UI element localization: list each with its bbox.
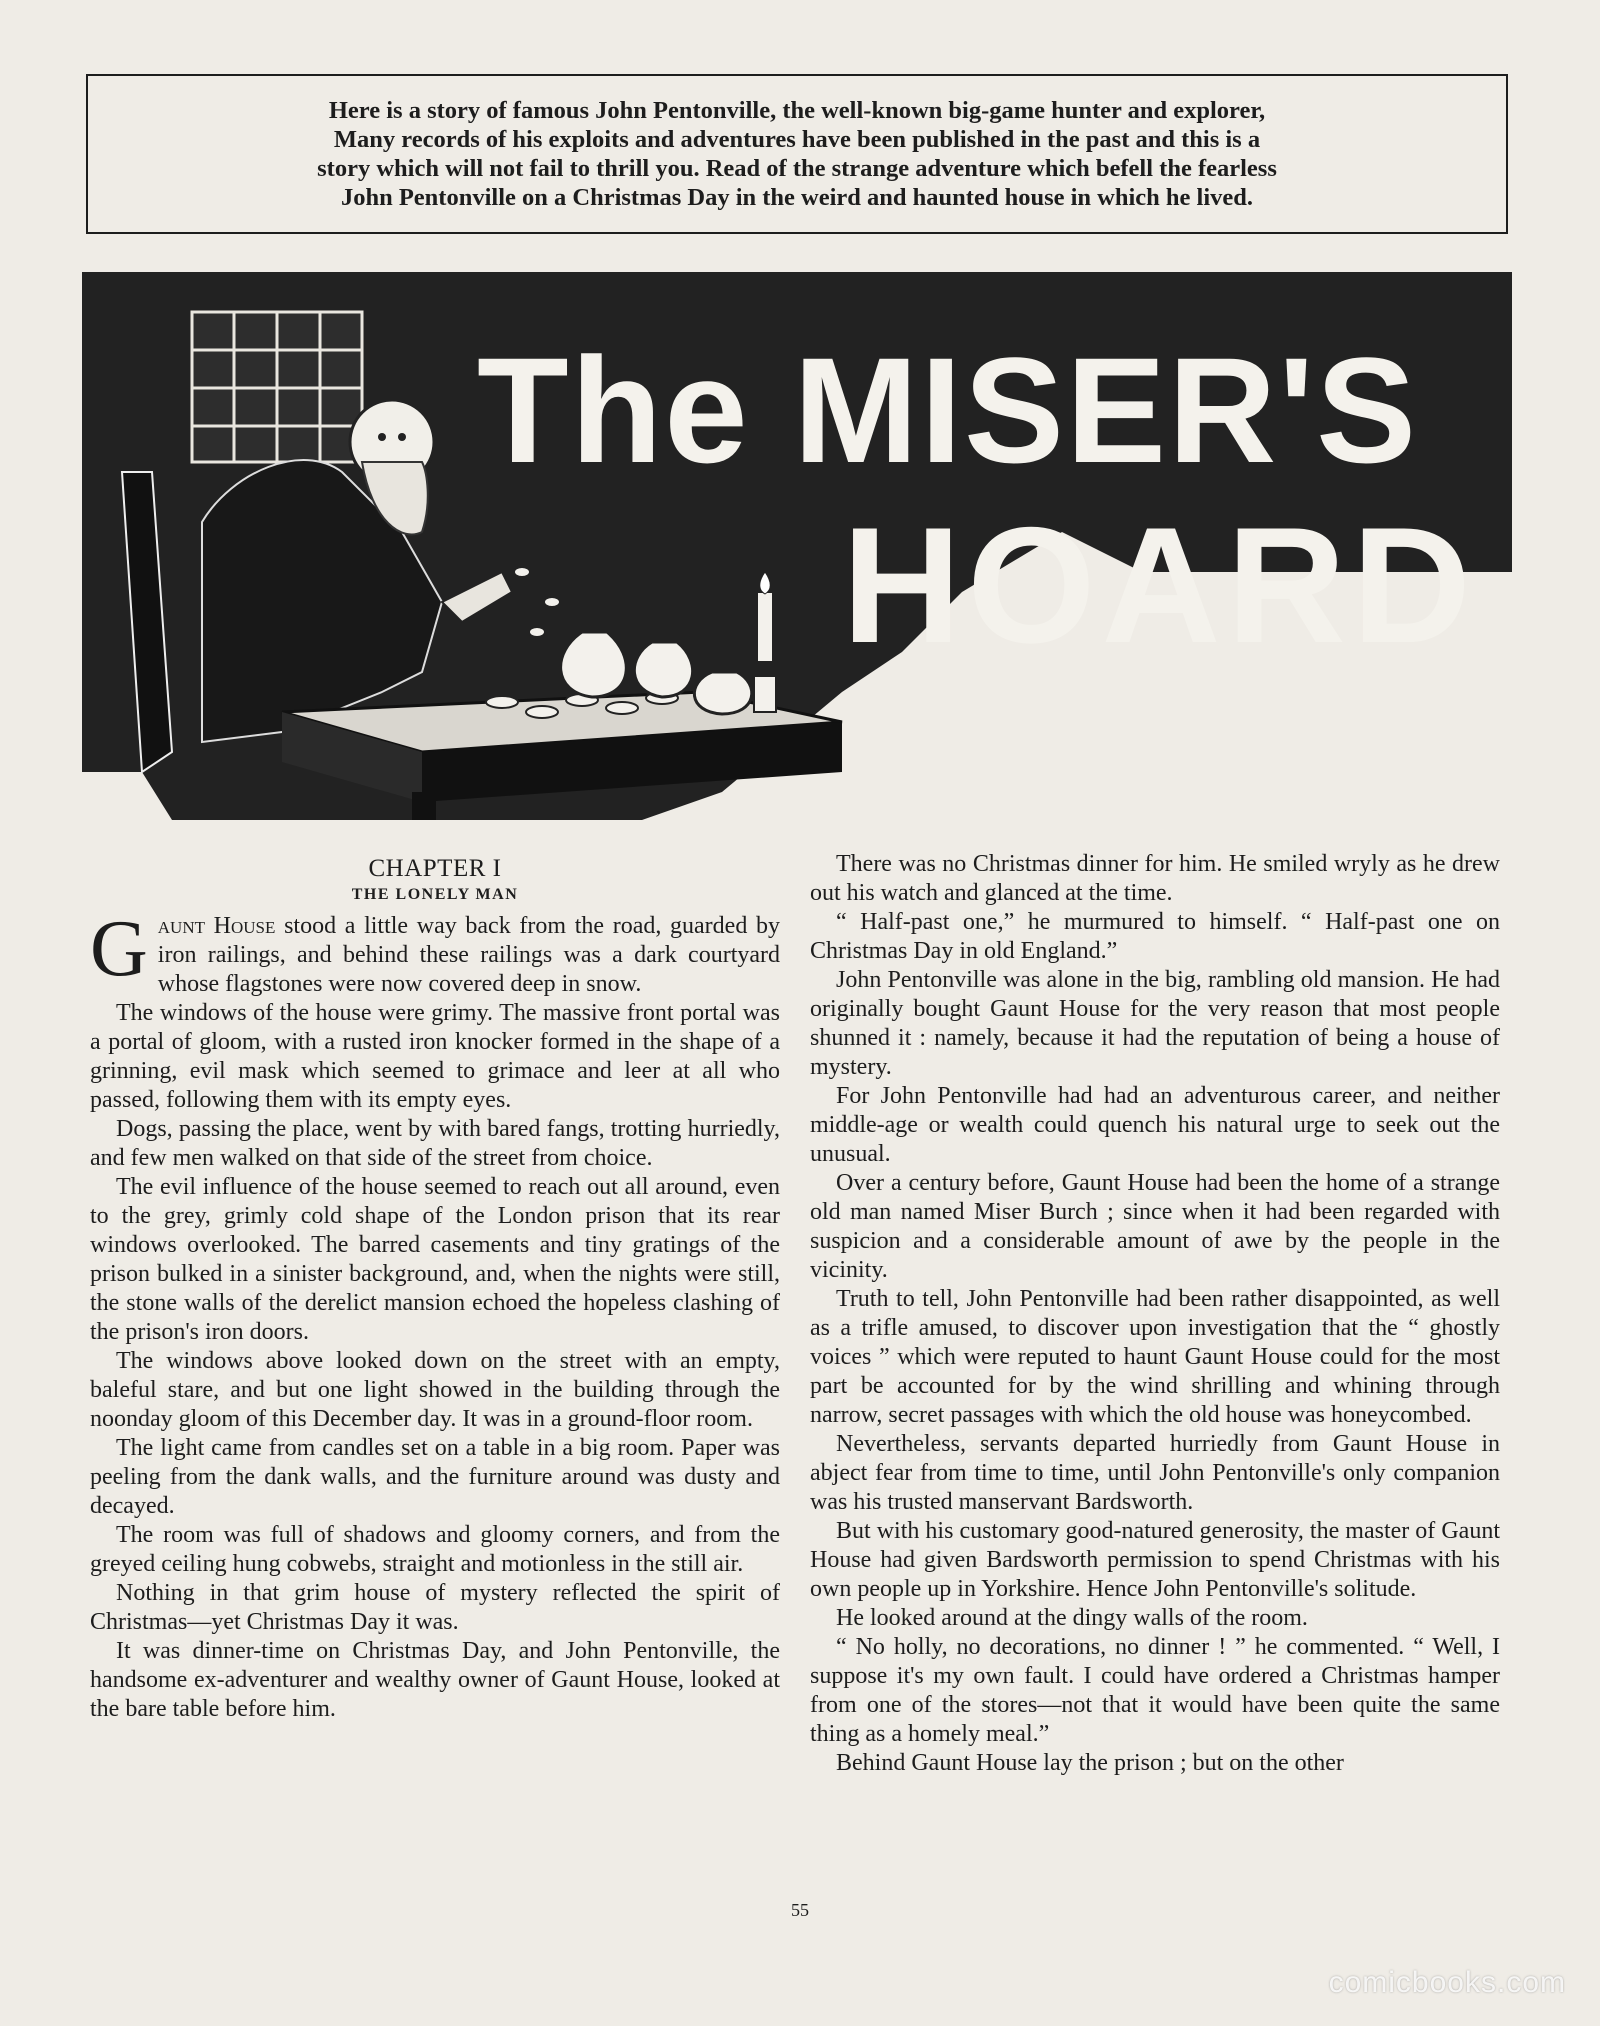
right-column	[810, 850, 1500, 1778]
paragraph: It was dinner-time on Christmas Day, and John Pentonville, the handsome ex-adventurer and wealthy owner of Gaunt House, looked at the bare table before him.	[90, 1638, 780, 1722]
paragraph: “ No holly, no decorations, no dinner ! ” he commented. “ Well, I suppose it's my own fault. I could have ordered a Christmas hamper from one of the stores—not that it would have been quite the same thing as a homely meal.”	[810, 1634, 1500, 1747]
chapter-subheading: THE LONELY MAN	[351, 886, 519, 903]
page-number: 55	[791, 1900, 809, 1920]
window-icon	[192, 312, 362, 462]
paragraph: Over a century before, Gaunt House had been the home of a strange old man named Miser Burch ; since when it had been regarded with suspicion and a considerable amount of awe by the people in the vicinity.	[810, 1170, 1500, 1283]
drop-cap: G	[90, 905, 148, 993]
intro-box	[86, 74, 1508, 234]
left-column	[90, 850, 780, 1724]
paragraph: Truth to tell, John Pentonville had been rather disappointed, as well as a trifle amused, to discover upon investigation that the “ ghostly voices ” which were reputed to haunt Gaunt House could for the most part be accounted for by the wind shrilling and whining through narrow, secret passages with which the old house was honeycombed.	[810, 1286, 1500, 1428]
paragraph: The windows of the house were grimy. The massive front portal was a portal of gloom, with a rusted iron knocker formed in the shape of a grinning, evil mask which seemed to grimace and leer at all who passed, following them with its empty eyes.	[90, 1000, 780, 1113]
first-paragraph-text: stood a little way back from the road, guarded by iron railings, and behind these railings was a dark courtyard whose flagstones were now covered deep in snow.	[157, 913, 780, 997]
paragraph: He looked around at the dingy walls of the room.	[836, 1605, 1308, 1631]
paragraph: Behind Gaunt House lay the prison ; but on the other	[836, 1750, 1344, 1776]
chapter-heading: CHAPTER I	[368, 855, 502, 882]
intro-line: John Pentonville on a Christmas Day in the weird and haunted house in which he lived.	[340, 184, 1254, 211]
paragraph: Dogs, passing the place, went by with bared fangs, trotting hurriedly, and few men walked on that side of the street from choice.	[90, 1116, 780, 1171]
title-line-2: HOARD	[842, 493, 1477, 677]
paragraph: For John Pentonville had had an adventurous career, and neither middle-age or wealth could quench his natural urge to seek out the unusual.	[810, 1083, 1500, 1167]
title-illustration	[82, 272, 1512, 820]
paragraph: The evil influence of the house seemed to reach out all around, even to the grey, grimly cold shape of the London prison that its rear windows overlooked. The barred casements and tiny gratings of the prison bulked in a sinister background, and, when the nights were still, the stone walls of the derelict mansion echoed the hopeless clashing of the prison's iron doors.	[90, 1174, 780, 1345]
paragraph: The windows above looked down on the street with an empty, baleful stare, and but one light showed in the building through the noonday gloom of this December day. It was in a ground-floor room.	[90, 1348, 780, 1432]
paragraph: There was no Christmas dinner for him. He smiled wryly as he drew out his watch and glanced at the time.	[810, 851, 1500, 906]
intro-line: Here is a story of famous John Pentonville, the well-known big-game hunter and explorer,	[328, 97, 1266, 124]
intro-line: Many records of his exploits and adventures have been published in the past and this is a	[333, 126, 1261, 153]
watermark: comicbooks.com	[1328, 1966, 1566, 1999]
title-line-1: The MISER'S	[477, 326, 1419, 494]
paragraph: But with his customary good-natured generosity, the master of Gaunt House had given Bardsworth permission to spend Christmas with his own people up in Yorkshire. Hence John Pentonville's solitude.	[810, 1518, 1500, 1602]
paragraph: “ Half-past one,” he murmured to himself. “ Half-past one on Christmas Day in old England.”	[810, 909, 1500, 964]
opening-words: aunt House	[157, 913, 276, 939]
paragraph: The room was full of shadows and gloomy corners, and from the greyed ceiling hung cobwebs, straight and motionless in the still air.	[90, 1522, 780, 1577]
intro-line: story which will not fail to thrill you. Read of the strange adventure which befell the fearless	[317, 155, 1277, 182]
paragraph: Nothing in that grim house of mystery reflected the spirit of Christmas—yet Christmas Day it was.	[90, 1580, 780, 1635]
paragraph: The light came from candles set on a table in a big room. Paper was peeling from the dank walls, and the furniture around was dusty and decayed.	[90, 1435, 780, 1519]
paragraph: John Pentonville was alone in the big, rambling old mansion. He had originally bought Gaunt House for the very reason that most people shunned it : namely, because it had the reputation of being a house of mystery.	[810, 967, 1500, 1080]
paragraph: Nevertheless, servants departed hurriedly from Gaunt House in abject fear from time to time, until John Pentonville's only companion was his trusted manservant Bardsworth.	[810, 1431, 1500, 1515]
first-paragraph	[90, 905, 780, 999]
